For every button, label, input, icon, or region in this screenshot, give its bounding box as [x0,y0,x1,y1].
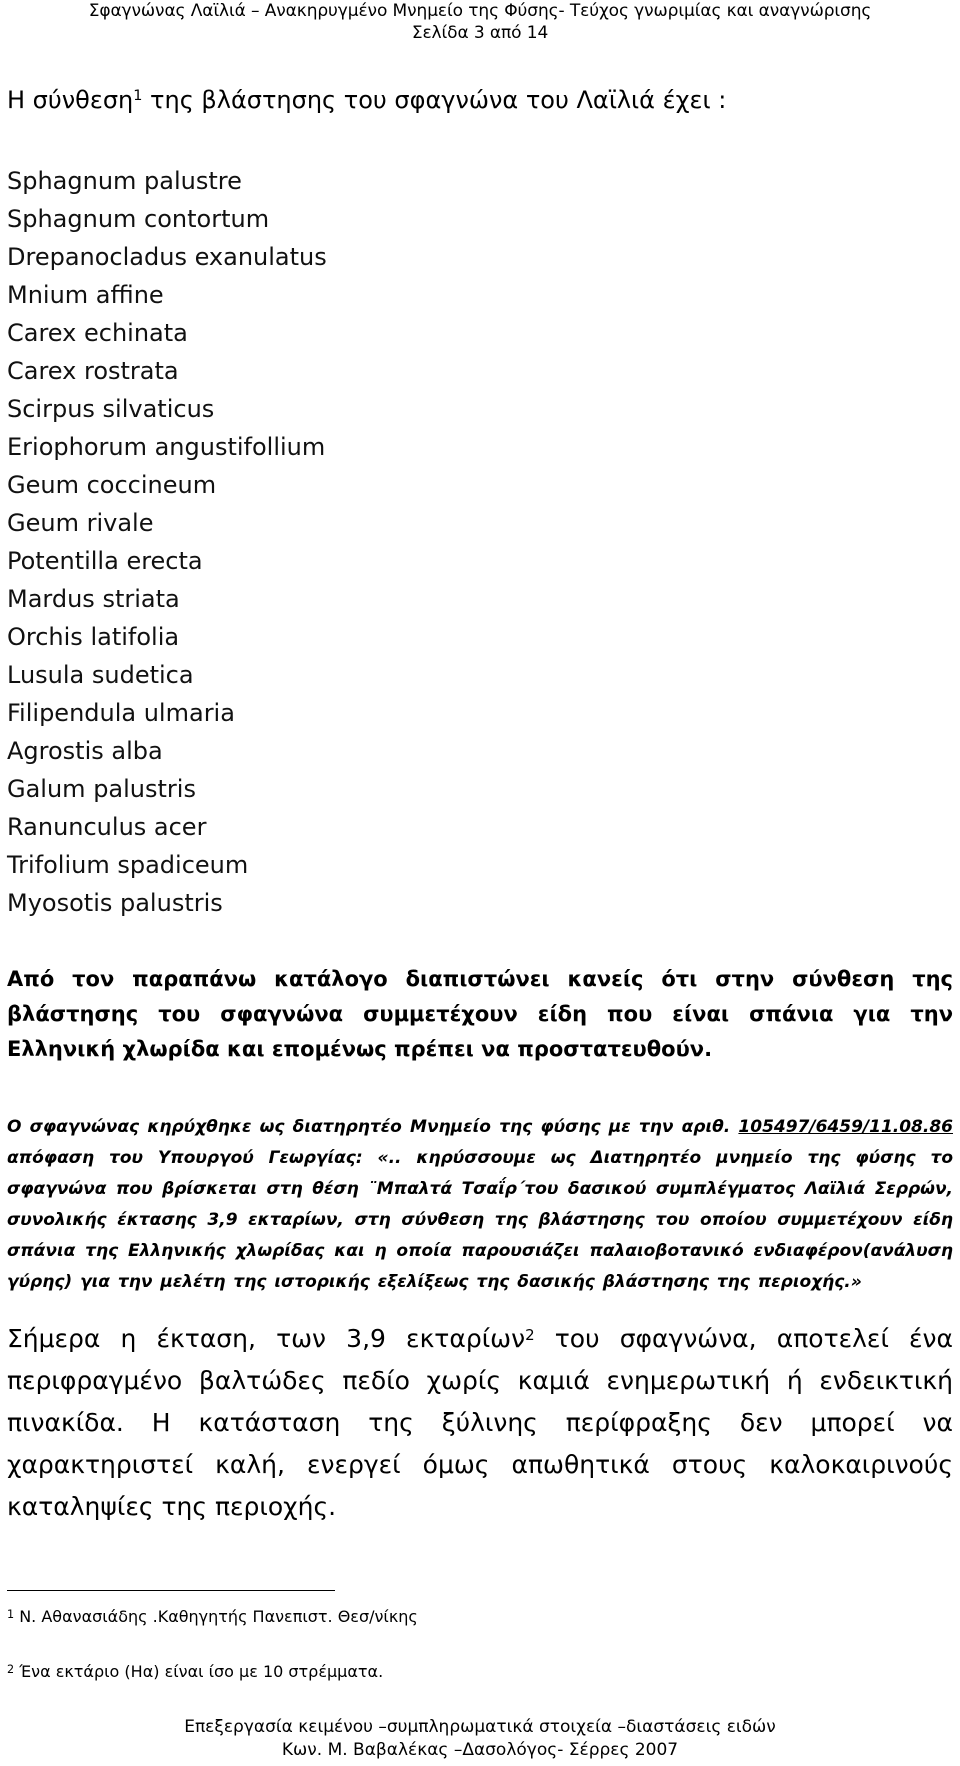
decree-paragraph [7,1112,953,1298]
species-item: Myosotis palustris [7,889,223,917]
species-item: Potentilla erecta [7,547,203,575]
current-state-text-rest: του σφαγνώνα, αποτελεί ένα περιφραγμένο βαλτώδες πεδίο χωρίς καμιά ενημερωτική ή ενδεικτική πινακίδα. Η κατάσταση της ξύλινης περίφραξης δεν μπορεί να χαρακτηριστεί καλή, ενεργεί όμως απωθητικά στους καλοκαιρινούς καταληψίες της περιοχής. [7,1324,953,1521]
intro-sentence [7,84,726,116]
species-item: Orchis latifolia [7,623,180,651]
footnote-separator [7,1590,335,1591]
intro-text-rest: της βλάστησης του σφαγνώνα του Λαϊλιά έχει : [142,86,727,114]
page-header [0,0,960,44]
species-item: Eriophorum angustifollium [7,433,326,461]
species-item: Mnium affine [7,281,164,309]
species-item: Drepanocladus exanulatus [7,243,327,271]
footnote-text: Ν. Αθανασιάδης .Καθηγητής Πανεπιστ. Θεσ/νίκης [14,1607,418,1626]
species-item: Galum palustris [7,775,196,803]
species-item: Sphagnum contortum [7,205,270,233]
footnote-ref-2[interactable]: 2 [525,1326,535,1344]
footnote-text: Ένα εκτάριο (Ηα) είναι ίσο με 10 στρέμματα. [14,1662,384,1681]
footnote-2 [7,1662,383,1682]
footer-author: Κων. Μ. Βαβαλέκας –Δασολόγος- Σέρρες 2007 [281,1740,679,1760]
footnote-number: 2 [7,1663,15,1676]
species-item: Agrostis alba [7,737,163,765]
decree-text-rest: απόφαση του Υπουργού Γεωργίας: «.. κηρύσσουμε ως Διατηρητέο μνημείο της φύσης το σφαγνώνα που βρίσκεται στη θέση ¨Μπαλτά Τσαΐρ΄του δασικού συμπλέγματος Λαϊλιά Σερρών, συνολικής έκτασης 3,9 εκταρίων, στη σύνθεση της βλάστησης του οποίου συμμετέχουν είδη σπάνια της Ελληνικής χλωρίδας και η οποία παρουσιάζει παλαιοβοτανικό ενδιαφέρον(ανάλυση γύρης) για την μελέτη της ιστορικής εξελίξεως της δασικής βλάστησης της περιοχής.» [7,1148,953,1292]
current-state-text: Σήμερα η έκταση, των 3,9 εκταρίων [7,1324,526,1353]
footer-line: Επεξεργασία κειμένου –συμπληρωματικά στοιχεία –διαστάσεις ειδών [184,1717,776,1737]
species-item: Lusula sudetica [7,661,194,689]
current-state-paragraph [7,1318,953,1528]
species-item: Scirpus silvaticus [7,395,215,423]
decree-text: Ο σφαγνώνας κηρύχθηκε ως διατηρητέο Μνημείο της φύσης με την αριθ. [7,1117,739,1137]
species-item: Sphagnum palustre [7,167,242,195]
decree-number: 105497/6459/11.08.86 [738,1117,953,1137]
footnote-1 [7,1607,418,1627]
species-item: Mardus striata [7,585,180,613]
footnote-ref-1[interactable]: 1 [133,88,143,104]
document-title: Σφαγνώνας Λαϊλιά – Ανακηρυγμένο Μνημείο της Φύσης- Τεύχος γνωριμίας και αναγνώρισης [88,1,872,21]
page-footer [0,1716,960,1762]
species-item: Carex echinata [7,319,188,347]
species-item: Carex rostrata [7,357,179,385]
species-item: Ranunculus acer [7,813,207,841]
species-item: Filipendula ulmaria [7,699,235,727]
conclusion-paragraph: Από τον παραπάνω κατάλογο διαπιστώνει κανείς ότι στην σύνθεση της βλάστησης του σφαγνώνα συμμετέχουν είδη που είναι σπάνια για την Ελληνική χλωρίδα και επομένως πρέπει να προστατευθούν. [7,967,953,1061]
page-number: Σελίδα 3 από 14 [411,23,549,43]
species-item: Geum coccineum [7,471,217,499]
species-list [7,162,327,922]
species-item: Trifolium spadiceum [7,851,249,879]
footnote-number: 1 [7,1608,15,1621]
intro-text: Η σύνθεση [7,86,134,114]
species-item: Geum rivale [7,509,154,537]
